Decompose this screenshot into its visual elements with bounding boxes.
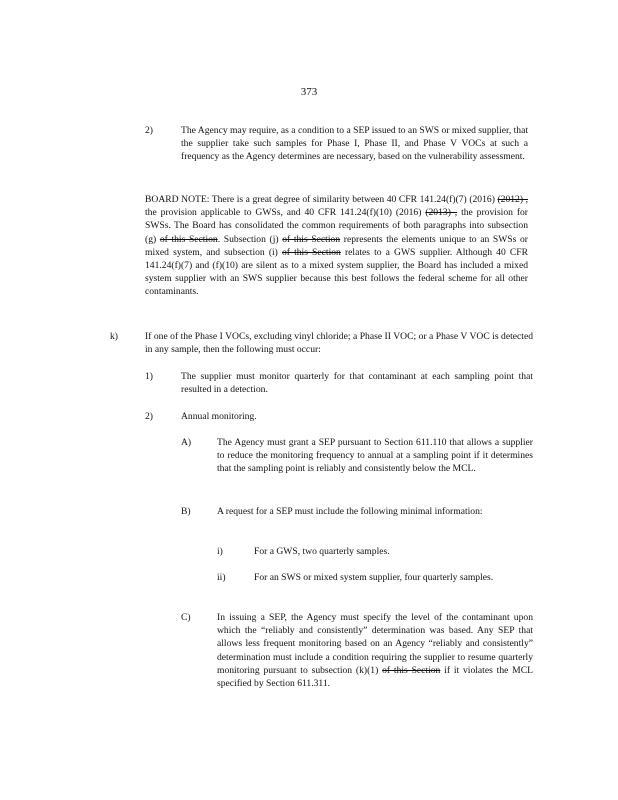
item-B-label: B): [181, 506, 191, 517]
board-note-text: represents the elements unique to an SWSs or mixed system, and subsection (i): [145, 233, 528, 258]
item-2-text: The Agency may require, as a condition to a SEP issued to an SWS or mixed supplier, that the supplier take such samples for Phase I, Phase II, and Phase V VOCs at such a frequency as the Agency determines are necessary, based on the vulnerability assessment.: [181, 125, 528, 163]
item-k1-text: The supplier must monitor quarterly for that contaminant at each sampling point that resulted in a detection.: [181, 371, 533, 396]
item-C-label: C): [181, 612, 191, 623]
board-note-text: the provision for SWSs. The Board has consolidated the common requirements of both paragraphs into subsection (g): [145, 207, 529, 245]
item-C-text-part: if it violates the MCL specified by Section 611.311.: [217, 664, 533, 690]
page-number: 373: [300, 86, 318, 98]
board-note-strike: (2012) ,: [497, 194, 528, 205]
item-k-label: k): [110, 331, 118, 342]
item-C-text-part: In issuing a SEP, the Agency must specify the level of the contaminant upon which the “reliably and consistently” determination was based. Any SEP that allows less frequent monitoring based on an Agency “reliably and consistently” determination must include a condition requiring the supplier to resume quarterly monitoring pursuant to subsection (k)(1): [217, 612, 533, 676]
item-2-label: 2): [145, 125, 153, 136]
board-note-text: relates to a GWS supplier. Although 40 CFR 141.24(f)(7) and (f)(10) are silent as to a mixed system supplier, the Board has included a mixed system supplier with an SWS supplier because this best follows the federal scheme for all other contaminants.: [145, 246, 528, 298]
item-C-strike: of this Section: [382, 664, 441, 676]
item-k2-text: Annual monitoring.: [181, 411, 257, 422]
item-k1-label: 1): [145, 371, 153, 382]
item-A-label: A): [181, 437, 192, 448]
item-i-text: For a GWS, two quarterly samples.: [254, 546, 390, 557]
board-note: [145, 193, 528, 299]
item-ii-label: ii): [217, 572, 226, 583]
item-A-text: The Agency must grant a SEP pursuant to Section 611.110 that allows a supplier to reduce the monitoring frequency to annual at a sampling point if it determines that the sampling point is reliably and consistently below the MCL.: [217, 437, 533, 475]
board-note-text: the provision applicable to GWSs, and 40 CFR 141.24(f)(10) (2016): [145, 207, 426, 219]
board-note-strike: of this Section: [282, 233, 341, 245]
item-i-label: i): [217, 546, 223, 557]
item-k2-label: 2): [145, 411, 153, 422]
board-note-strike: of this Section: [281, 246, 341, 258]
item-C-text: [217, 611, 533, 690]
board-note-strike: (2013) ,: [425, 207, 458, 219]
board-note-strike: of this Section: [159, 233, 218, 245]
item-ii-text: For an SWS or mixed system supplier, four quarterly samples.: [254, 572, 494, 583]
board-note-text: BOARD NOTE: There is a great degree of similarity between 40 CFR 141.24(f)(7) (2016): [145, 194, 498, 205]
board-note-text: . Subsection (j): [217, 233, 283, 245]
item-k-text: If one of the Phase I VOCs, excluding vinyl chloride; a Phase II VOC; or a Phase V VOC is detected in any sample, then the following must occur:: [145, 331, 533, 356]
item-B-text: A request for a SEP must include the following minimal information:: [217, 506, 483, 517]
